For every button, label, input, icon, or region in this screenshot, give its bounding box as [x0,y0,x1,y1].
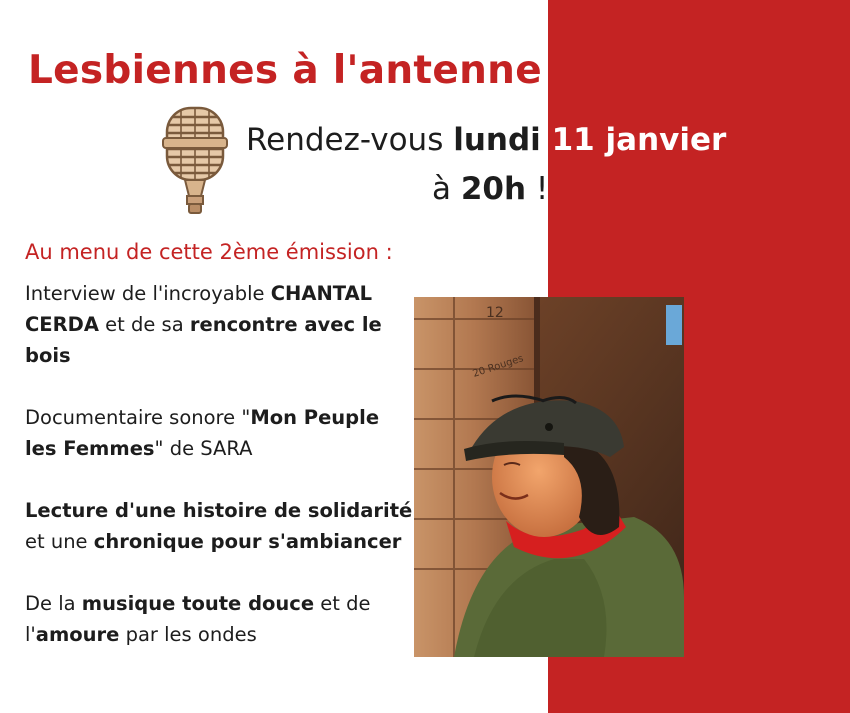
event-date [246,116,726,214]
event-date-line-1 [246,116,726,165]
rdv-at: à [432,171,461,207]
rdv-time: 20h [460,171,527,207]
guest-photo [414,297,684,657]
program-item-documentary: Documentaire sonore "Mon Peuple les Femmes" de SARA [25,406,380,460]
program-item-reading: Lecture d'une histoire de solidarité et une chronique pour s'ambiancer [25,499,413,553]
program-item-music: De la musique toute douce et de l'amoure par les ondes [25,592,371,646]
board-label-1: 12 [486,305,504,321]
page-title: Lesbiennes à l'antenne [28,48,542,93]
program-item-interview: Interview de l'incroyable CHANTAL CERDA et de sa rencontre avec le bois [25,282,382,367]
menu-heading: Au menu de cette 2ème émission : [25,240,393,264]
event-date-line-2 [246,165,726,214]
rdv-prefix: Rendez-vous [246,122,454,158]
program-list [25,278,415,681]
rdv-day: lundi [453,122,541,158]
rdv-date: 11 janvier [540,122,727,158]
microphone-icon [160,104,230,216]
board-label-2: 20 Rouges [471,353,525,380]
rdv-suffix: ! [526,171,549,207]
